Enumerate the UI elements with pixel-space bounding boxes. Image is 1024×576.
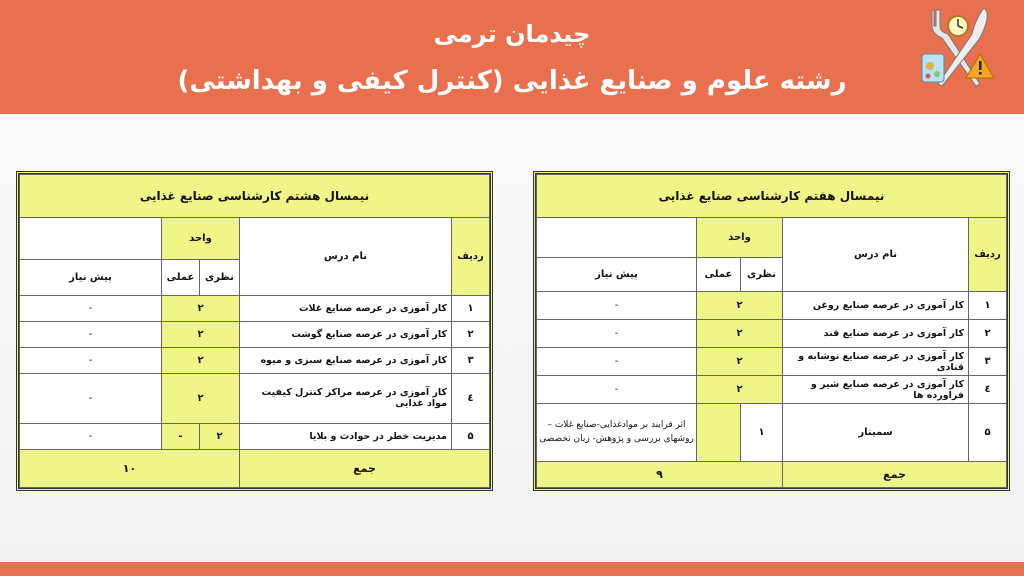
- prerequisite: -: [20, 423, 162, 449]
- table-row: [537, 404, 1007, 462]
- header-row-no: ردیف: [969, 218, 1007, 292]
- total-units: ۹: [537, 462, 783, 488]
- header-course-name: نام درس: [240, 218, 452, 296]
- row-number: ۵: [452, 423, 490, 449]
- course-units: ۲: [697, 348, 783, 376]
- course-name: کار آموزی در عرصه صنایع روغن: [783, 292, 969, 320]
- header-prerequisite: پیش نیاز: [20, 260, 162, 296]
- header-course-name: نام درس: [783, 218, 969, 292]
- course-theory: ۲: [200, 423, 240, 449]
- table-row: [20, 423, 490, 449]
- semester7-table: [533, 171, 1010, 491]
- course-units: ۲: [162, 322, 240, 348]
- row-number: ۱: [452, 296, 490, 322]
- table-row: [20, 348, 490, 374]
- header-units: واحد: [697, 218, 783, 258]
- row-number: ۳: [969, 348, 1007, 376]
- total-label: جمع: [783, 462, 1007, 488]
- row-number: ٤: [969, 376, 1007, 404]
- table-row: [537, 320, 1007, 348]
- course-practical: [697, 404, 741, 462]
- prerequisite: -: [537, 292, 697, 320]
- prerequisite: -: [20, 348, 162, 374]
- course-name: کار آموزی در عرصه صنایع غلات: [240, 296, 452, 322]
- course-units: ۲: [162, 296, 240, 322]
- header-row-no: ردیف: [452, 218, 490, 296]
- header-practical: عملی: [162, 260, 200, 296]
- course-name: کار آموزی در عرصه صنایع گوشت: [240, 322, 452, 348]
- table-row: [537, 292, 1007, 320]
- row-number: ۵: [969, 404, 1007, 462]
- row-number: ۱: [969, 292, 1007, 320]
- header-blank: [537, 218, 697, 258]
- row-number: ۳: [452, 348, 490, 374]
- course-practical: -: [162, 423, 200, 449]
- course-units: ۲: [697, 320, 783, 348]
- header-units: واحد: [162, 218, 240, 260]
- header-theory: نظری: [741, 258, 783, 292]
- prerequisite: اثر فرایند بر موادغذایی-صنایع غلات – روشهای بررسی و پژوهش- زبان تخصصی: [537, 404, 697, 462]
- prerequisite: -: [537, 376, 697, 404]
- prerequisite: -: [20, 322, 162, 348]
- course-theory: ۱: [741, 404, 783, 462]
- footer-bar: [0, 562, 1024, 576]
- course-name: کار آموزی در عرصه صنایع نوشابه و قنادی: [783, 348, 969, 376]
- prerequisite: -: [537, 320, 697, 348]
- clock-icon: [948, 16, 968, 36]
- course-name: کار آموزی در عرصه صنایع قند: [783, 320, 969, 348]
- row-number: ٤: [452, 374, 490, 424]
- course-name: مدیریت خطر در حوادث و بلایا: [240, 423, 452, 449]
- course-units: ۲: [162, 348, 240, 374]
- total-label: جمع: [240, 450, 490, 488]
- table-row: [537, 376, 1007, 404]
- warning-icon: [966, 54, 994, 78]
- prerequisite: -: [537, 348, 697, 376]
- header-theory: نظری: [200, 260, 240, 296]
- food-science-logo: [918, 4, 998, 88]
- course-units: ۲: [697, 292, 783, 320]
- semester8-table: [16, 171, 493, 491]
- semester7-title: نیمسال هفتم کارشناسی صنایع غذایی: [537, 175, 1007, 218]
- page-subtitle: رشته علوم و صنایع غذایی (کنترل کیفی و بهداشتی): [177, 66, 847, 96]
- table-row: [20, 322, 490, 348]
- header-blank: [20, 218, 162, 260]
- prerequisite: -: [20, 296, 162, 322]
- table-row: [20, 374, 490, 424]
- row-number: ۲: [969, 320, 1007, 348]
- table-row: [537, 348, 1007, 376]
- header-banner: [0, 0, 1024, 114]
- table-row: [20, 296, 490, 322]
- page-title: چیدمان ترمی: [433, 20, 591, 48]
- semester8-title: نیمسال هشتم کارشناسی صنایع غذایی: [20, 175, 490, 218]
- flask-icon: [922, 54, 944, 82]
- header-practical: عملی: [697, 258, 741, 292]
- course-name: کار آموزی در عرصه صنایع شیر و فراورده ها: [783, 376, 969, 404]
- course-name: سمینار: [783, 404, 969, 462]
- header-prerequisite: پیش نیاز: [537, 258, 697, 292]
- total-units: ۱۰: [20, 450, 240, 488]
- course-name: کار آموزی در عرصه صنایع سبزی و میوه: [240, 348, 452, 374]
- course-name: کار آموزی در عرصه مراکز کنترل کیفیت مواد غذایی: [240, 374, 452, 424]
- course-units: ۲: [697, 376, 783, 404]
- course-units: ۲: [162, 374, 240, 424]
- prerequisite: -: [20, 374, 162, 424]
- row-number: ۲: [452, 322, 490, 348]
